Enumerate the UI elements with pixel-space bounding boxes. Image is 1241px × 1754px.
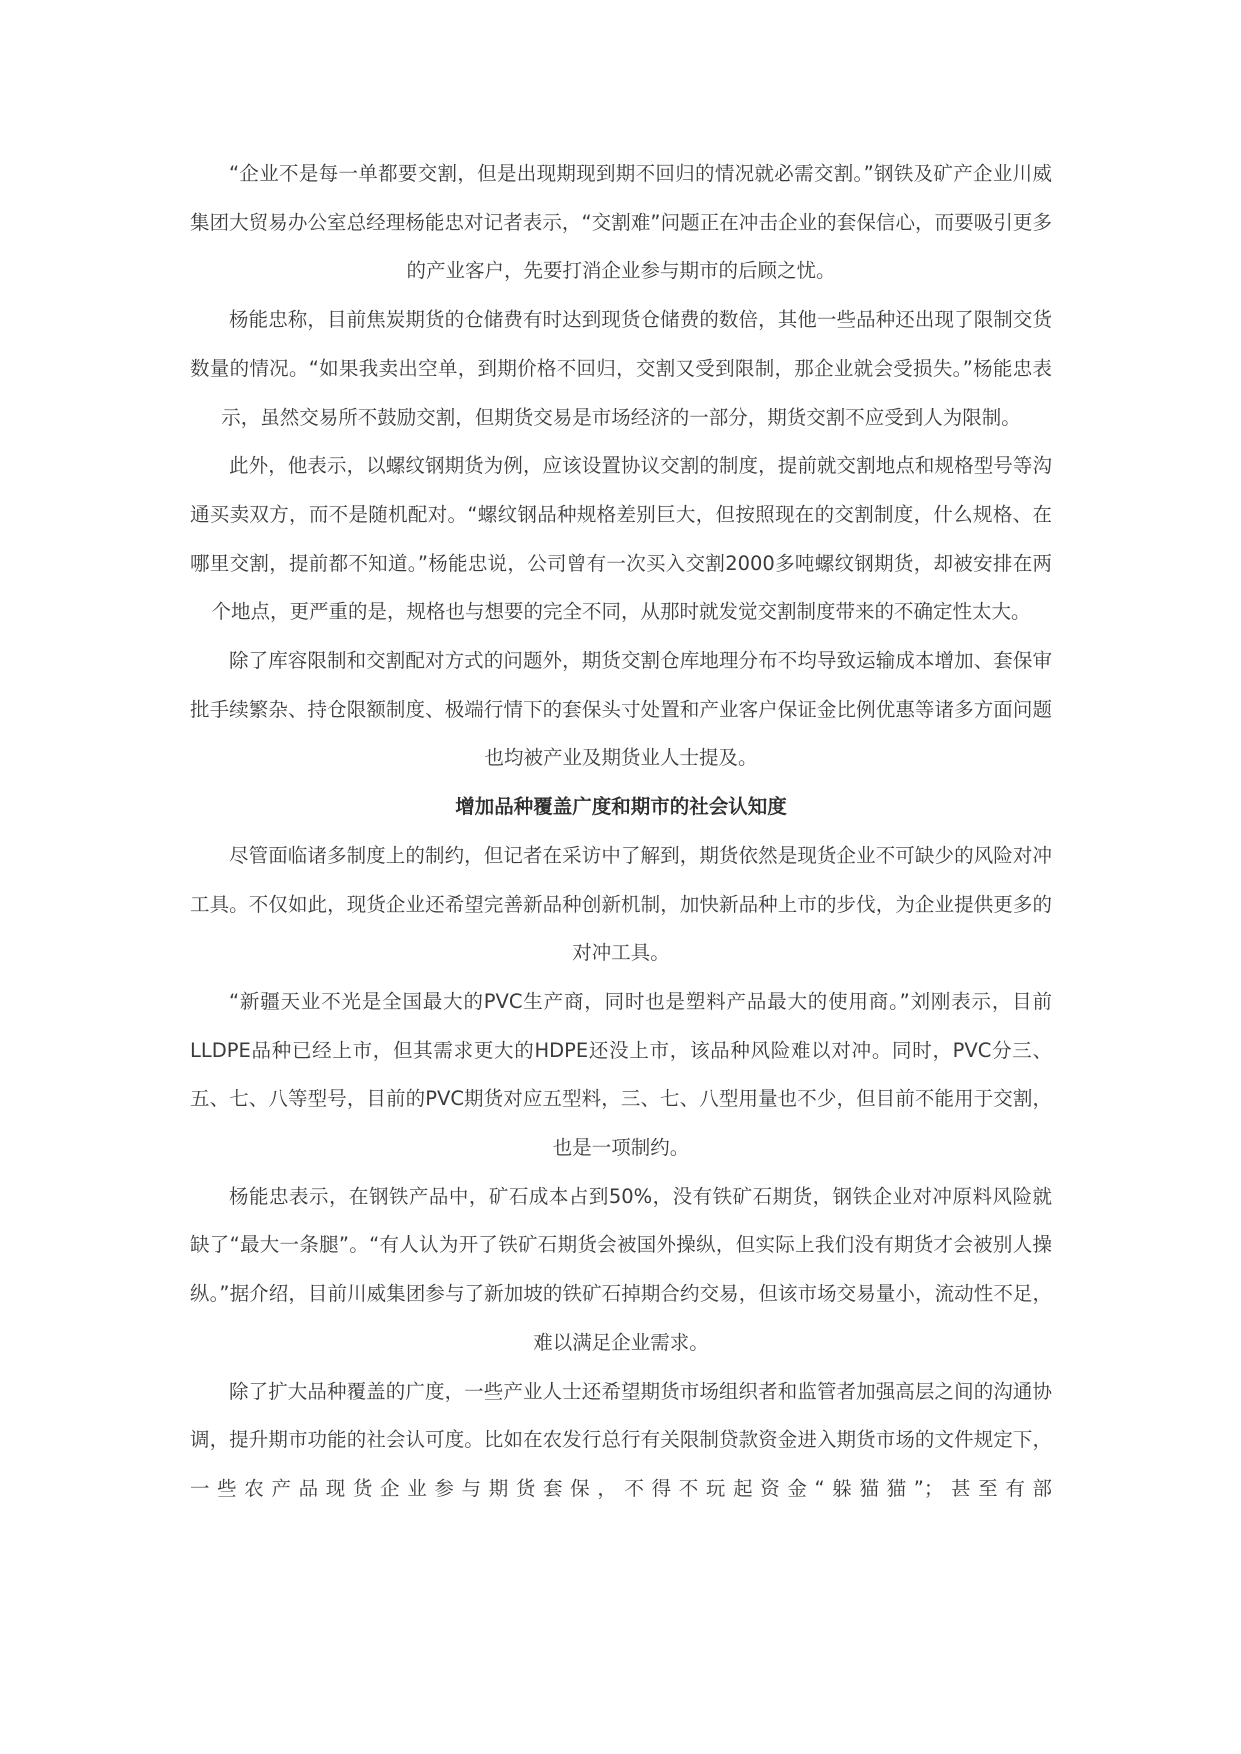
paragraph: 尽管面临诸多制度上的制约，但记者在采访中了解到，期货依然是现货企业不可缺少的风险对冲工具。不仅如此，现货企业还希望完善新品种创新机制，加快新品种上市的步伐，为企业提供更多的对冲工具。 [190, 843, 1052, 965]
section-heading: 增加品种覆盖广度和期市的社会认知度 [455, 795, 787, 819]
paragraph: 除了扩大品种覆盖的广度，一些产业人士还希望期货市场组织者和监管者加强高层之间的沟通协调，提升期市功能的社会认可度。比如在农发行总行有关限制贷款资金进入期货市场的文件规定下，一些农产品现货企业参与期货套保，不得不玩起资金“躲猫猫”；甚至有部 [190, 1379, 1052, 1500]
paragraph: “企业不是每一单都要交割，但是出现期现到期不回归的情况就必需交割。”钢铁及矿产企业川威集团大贸易办公室总经理杨能忠对记者表示，“交割难”问题正在冲击企业的套保信心，而要吸引更多的产业客户，先要打消企业参与期市的后顾之忧。 [190, 162, 1052, 283]
paragraph: 杨能忠称，目前焦炭期货的仓储费有时达到现货仓储费的数倍，其他一些品种还出现了限制交货数量的情况。“如果我卖出空单，到期价格不回归，交割又受到限制，那企业就会受损失。”杨能忠表示，虽然交易所不鼓励交割，但期货交易是市场经济的一部分，期货交割不应受到人为限制。 [190, 308, 1052, 429]
document-body [190, 150, 1052, 1514]
paragraph: 此外，他表示，以螺纹钢期货为例，应该设置协议交割的制度，提前就交割地点和规格型号等沟通买卖双方，而不是随机配对。“螺纹钢品种规格差别巨大，但按照现在的交割制度，什么规格、在哪里交割，提前都不知道。”杨能忠说，公司曾有一次买入交割2000多吨螺纹钢期货，却被安排在两个地点，更严重的是，规格也与想要的完全不同，从那时就发觉交割制度带来的不确定性太大。 [190, 454, 1052, 624]
paragraph: “新疆天业不光是全国最大的PVC生产商，同时也是塑料产品最大的使用商。”刘刚表示，目前LLDPE品种已经上市，但其需求更大的HDPE还没上市，该品种风险难以对冲。同时，PVC分三、五、七、八等型号，目前的PVC期货对应五型料，三、七、八型用量也不少，但目前不能用于交割，也是一项制约。 [190, 989, 1052, 1160]
paragraph: 除了库容限制和交割配对方式的问题外，期货交割仓库地理分布不均导致运输成本增加、套保审批手续繁杂、持仓限额制度、极端行情下的套保头寸处置和产业客户保证金比例优惠等诸多方面问题也均被产业及期货业人士提及。 [190, 649, 1052, 770]
paragraph: 杨能忠表示，在钢铁产品中，矿石成本占到50%，没有铁矿石期货，钢铁企业对冲原料风险就缺了“最大一条腿”。“有人认为开了铁矿石期货会被国外操纵，但实际上我们没有期货才会被别人操纵。”据介绍，目前川威集团参与了新加坡的铁矿石掉期合约交易，但该市场交易量小，流动性不足，难以满足企业需求。 [190, 1184, 1052, 1354]
